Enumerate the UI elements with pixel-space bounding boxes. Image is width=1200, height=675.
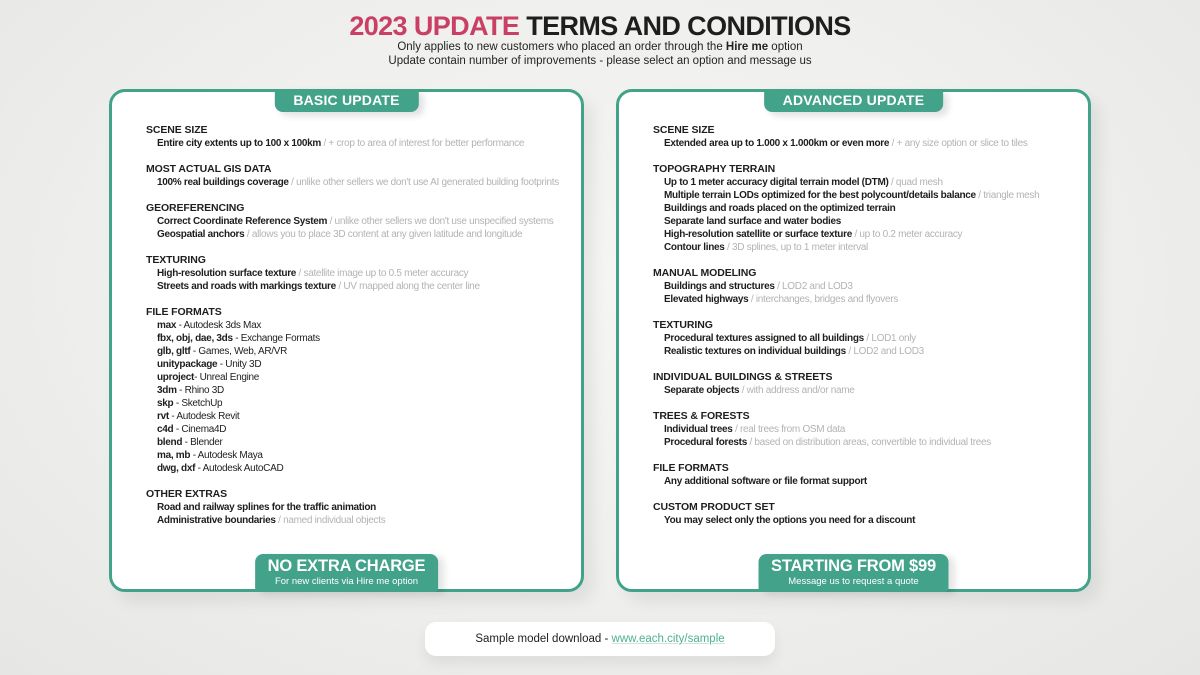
feature-item: blend - Blender	[157, 437, 223, 448]
section-heading: SCENE SIZE	[146, 124, 208, 136]
basic-update-panel	[109, 89, 584, 592]
feature-item: Realistic textures on individual buildings / LOD2 and LOD3	[664, 346, 924, 357]
feature-item: Road and railway splines for the traffic animation	[157, 502, 376, 513]
feature-section	[146, 202, 569, 241]
feature-item: Individual trees / real trees from OSM data	[664, 424, 846, 435]
feature-item: Geospatial anchors / allows you to place 3D content at any given latitude and longitude	[157, 229, 523, 240]
feature-item: uproject- Unreal Engine	[157, 372, 260, 383]
feature-section	[146, 124, 569, 150]
feature-item: dwg, dxf - Autodesk AutoCAD	[157, 463, 284, 474]
feature-item: glb, gltf - Games, Web, AR/VR	[157, 346, 288, 357]
section-heading: OTHER EXTRAS	[146, 488, 228, 500]
title-highlight: 2023 UPDATE	[349, 11, 520, 41]
feature-item: ma, mb - Autodesk Maya	[157, 450, 263, 461]
section-heading: TEXTURING	[653, 319, 713, 331]
sample-download-pill	[425, 622, 774, 656]
footer-row	[0, 622, 1200, 656]
section-heading: INDIVIDUAL BUILDINGS & STREETS	[653, 371, 833, 383]
feature-section	[653, 319, 1076, 358]
feature-section	[653, 163, 1076, 254]
subtitle-line2: Update contain number of improvements - please select an option and message us	[388, 54, 812, 67]
feature-section	[653, 267, 1076, 306]
advanced-update-panel	[616, 89, 1091, 592]
feature-item: Procedural forests / based on distribution areas, convertible to individual trees	[664, 437, 991, 448]
feature-section	[146, 488, 569, 527]
section-heading: GEOREFERENCING	[146, 202, 245, 214]
feature-item: unitypackage - Unity 3D	[157, 359, 262, 370]
feature-item: Elevated highways / interchanges, bridges and flyovers	[664, 294, 898, 305]
basic-price-badge	[255, 554, 439, 592]
feature-item: Entire city extents up to 100 x 100km / + crop to area of interest for better performance	[157, 138, 525, 149]
feature-item: Streets and roads with markings texture / UV mapped along the center line	[157, 281, 480, 292]
section-heading: MOST ACTUAL GIS DATA	[146, 163, 272, 175]
section-heading: FILE FORMATS	[146, 306, 222, 318]
page-title	[0, 11, 1200, 41]
sample-download-label: Sample model download -	[475, 633, 612, 645]
feature-section	[653, 410, 1076, 449]
basic-update-badge: BASIC UPDATE	[274, 89, 418, 112]
subtitle-line1-prefix: Only applies to new customers who placed an order through the	[397, 41, 726, 53]
feature-section	[653, 462, 1076, 488]
section-heading: TEXTURING	[146, 254, 206, 266]
feature-item: Buildings and roads placed on the optimized terrain	[664, 203, 896, 214]
feature-item: Up to 1 meter accuracy digital terrain model (DTM) / quad mesh	[664, 177, 943, 188]
feature-item: skp - SketchUp	[157, 398, 223, 409]
feature-item: Multiple terrain LODs optimized for the best polycount/details balance / triangle mesh	[664, 190, 1040, 201]
feature-item: Extended area up to 1.000 x 1.000km or even more / + any size option or slice to tiles	[664, 138, 1028, 149]
feature-item: Administrative boundaries / named individual objects	[157, 515, 386, 526]
feature-item: Separate land surface and water bodies	[664, 216, 841, 227]
feature-item: Contour lines / 3D splines, up to 1 meter interval	[664, 242, 868, 253]
feature-item: High-resolution satellite or surface texture / up to 0.2 meter accuracy	[664, 229, 963, 240]
feature-item: Procedural textures assigned to all buildings / LOD1 only	[664, 333, 916, 344]
feature-item: 100% real buildings coverage / unlike other sellers we don't use AI generated building footprints	[157, 177, 559, 188]
hire-me-emphasis: Hire me	[725, 41, 769, 53]
page-header	[0, 0, 1200, 68]
feature-section	[146, 163, 569, 189]
feature-section	[653, 501, 1076, 527]
price-badge-subtitle: For new clients via Hire me option	[274, 576, 419, 587]
feature-section	[653, 371, 1076, 397]
subtitle-line1	[0, 41, 1200, 55]
basic-update-content	[112, 92, 581, 540]
feature-item: You may select only the options you need for a discount	[664, 515, 916, 526]
subtitle-line1-suffix: option	[768, 41, 803, 53]
section-heading: MANUAL MODELING	[653, 267, 757, 279]
section-heading: SCENE SIZE	[653, 124, 715, 136]
advanced-update-badge: ADVANCED UPDATE	[764, 89, 944, 112]
feature-item: Correct Coordinate Reference System / unlike other sellers we don't use unspecified systems	[157, 216, 554, 227]
feature-section	[146, 254, 569, 293]
advanced-price-badge	[758, 554, 949, 592]
section-heading: TOPOGRAPHY TERRAIN	[653, 163, 776, 175]
feature-item: High-resolution surface texture / satellite image up to 0.5 meter accuracy	[157, 268, 469, 279]
feature-section	[146, 306, 569, 475]
section-heading: TREES & FORESTS	[653, 410, 750, 422]
feature-item: c4d - Cinema4D	[157, 424, 227, 435]
price-badge-title: NO EXTRA CHARGE	[267, 557, 426, 575]
price-badge-title: STARTING FROM $99	[771, 557, 936, 575]
feature-item: max - Autodesk 3ds Max	[157, 320, 262, 331]
feature-item: 3dm - Rhino 3D	[157, 385, 224, 396]
feature-item: Buildings and structures / LOD2 and LOD3	[664, 281, 853, 292]
feature-item: rvt - Autodesk Revit	[157, 411, 240, 422]
title-rest: TERMS AND CONDITIONS	[526, 11, 851, 41]
price-badge-subtitle: Message us to request a quote	[788, 576, 919, 587]
update-panels	[0, 89, 1200, 592]
feature-item: fbx, obj, dae, 3ds - Exchange Formats	[157, 333, 320, 344]
sample-download-link[interactable]: www.each.city/sample	[611, 633, 725, 645]
section-heading: CUSTOM PRODUCT SET	[653, 501, 775, 513]
section-heading: FILE FORMATS	[653, 462, 729, 474]
feature-item: Any additional software or file format support	[664, 476, 867, 487]
feature-section	[653, 124, 1076, 150]
feature-item: Separate objects / with address and/or name	[664, 385, 855, 396]
advanced-update-content	[619, 92, 1088, 540]
